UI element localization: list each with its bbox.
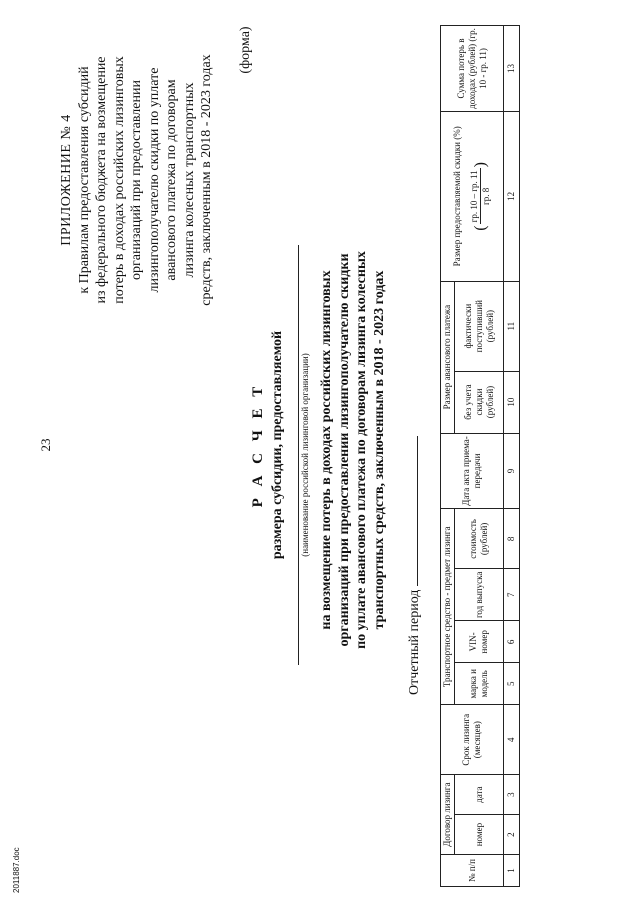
header-term: Срок лизинга (месяцев)	[441, 705, 504, 775]
header-no: № п/п	[441, 855, 504, 887]
reporting-period	[405, 395, 423, 695]
discount-formula: ( гр. 10 – гр. 11 гр. 8 )	[469, 161, 491, 231]
column-number: 2	[504, 815, 520, 855]
header-adv-actual: фактически поступивший (рублей)	[455, 281, 504, 371]
purpose-line: транспортных средств, заключенным в 2018 - 2023 годах	[371, 270, 387, 630]
column-number: 11	[504, 281, 520, 371]
column-number: 5	[504, 663, 520, 705]
calculation-subtitle: размера субсидии, предоставляемой	[270, 330, 285, 560]
appendix-header	[58, 15, 216, 345]
purpose-line: организаций при предоставлении лизингополучателю скидки	[336, 253, 352, 647]
column-number: 9	[504, 433, 520, 509]
appendix-line: организаций при предоставлении	[129, 80, 144, 280]
appendix-line: авансового платежа по договорам	[164, 79, 179, 281]
header-contract-date: дата	[455, 775, 504, 815]
calculation-title: Р А С Ч Е Т	[250, 382, 266, 508]
reporting-period-label: Отчетный период	[407, 589, 422, 695]
header-cost: стоимость (рублей)	[455, 509, 504, 569]
discount-formula-numerator: гр. 10 – гр. 11	[469, 170, 479, 223]
header-advance: Размер авансового платежа	[441, 281, 455, 433]
appendix-line: средств, заключенным в 2018 - 2023 годах	[199, 54, 214, 306]
column-number: 3	[504, 775, 520, 815]
calculation-purpose	[318, 195, 388, 705]
column-number: 12	[504, 111, 520, 281]
column-number: 10	[504, 371, 520, 433]
page-number: 23	[38, 438, 53, 452]
purpose-line: на возмещение потерь в доходах российских лизинговых	[319, 270, 334, 630]
header-brand: марка и модель	[455, 663, 504, 705]
purpose-line: по уплате авансового платежа по договорам лизинга колесных	[354, 251, 369, 649]
column-number: 7	[504, 569, 520, 621]
discount-formula-denominator: гр. 8	[481, 187, 491, 205]
appendix-title: ПРИЛОЖЕНИЕ № 4	[59, 114, 74, 246]
header-loss: Сумма потерь в доходах (рублей) (гр. 10 - гр. 11)	[441, 26, 504, 112]
header-vin: VIN-номер	[455, 621, 504, 663]
column-number: 1	[504, 855, 520, 887]
header-contract: Договор лизинга	[441, 775, 455, 855]
appendix-line: к Правилам предоставления субсидий	[76, 66, 92, 294]
appendix-line: потерь в доходах российских лизинговых	[111, 56, 127, 304]
header-adv-nodiscount: без учета скидки (рублей)	[455, 371, 504, 433]
column-number: 6	[504, 621, 520, 663]
header-vehicle: Транспортное средство - предмет лизинга	[441, 509, 455, 705]
reporting-period-field[interactable]	[405, 436, 418, 586]
appendix-line: из федерального бюджета на возмещение	[94, 56, 109, 304]
column-number: 8	[504, 509, 520, 569]
column-number: 13	[504, 26, 520, 112]
header-discount	[441, 111, 504, 281]
calculation-table	[440, 25, 520, 887]
document-file-id: 2011887.doc	[12, 847, 21, 893]
organization-name-line	[298, 245, 299, 665]
organization-caption: (наименование российской лизинговой организации)	[300, 353, 310, 557]
header-year: год выпуска	[455, 569, 504, 621]
column-number: 4	[504, 705, 520, 775]
appendix-line: лизингополучателю скидки по уплате	[146, 67, 162, 293]
header-contract-number: номер	[455, 815, 504, 855]
header-discount-label: Размер предоставляемой скидки (%)	[452, 126, 462, 267]
appendix-line: лизинга колесных транспортных	[181, 82, 197, 278]
header-act-date: Дата акта приема-передачи	[441, 433, 504, 509]
form-label: (форма)	[238, 26, 253, 74]
